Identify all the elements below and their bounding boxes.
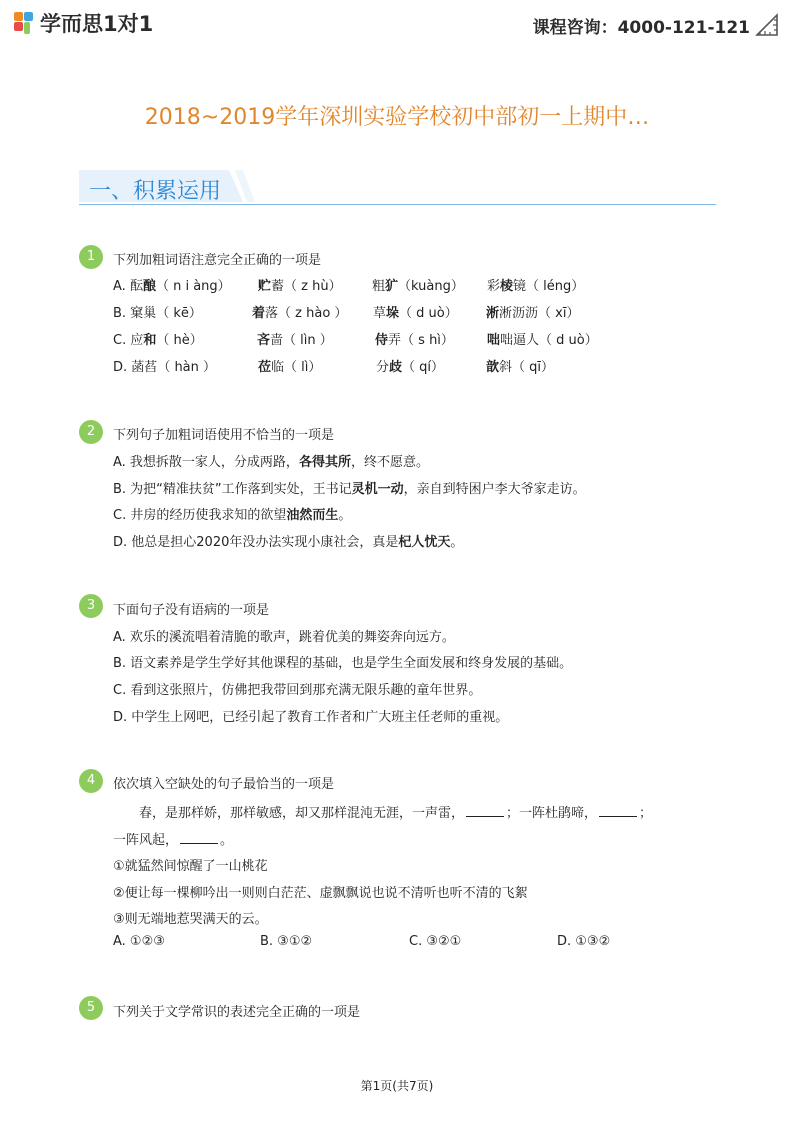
option-c: C. 看到这张照片，仿佛把我带回到那充满无限乐趣的童年世界。 bbox=[113, 683, 482, 698]
question-text: 依次填入空缺处的句子最恰当的一项是 bbox=[113, 777, 335, 792]
option-a: A. ①②③ bbox=[113, 934, 165, 949]
question-number-badge: 2 bbox=[79, 420, 103, 444]
option-d: D. 中学生上网吧，已经引起了教育工作者和广大班主任老师的重视。 bbox=[113, 710, 509, 725]
option-b-word-2: 着落（ z hào ） bbox=[252, 306, 348, 321]
logo-mark-icon bbox=[14, 12, 34, 34]
question-text: 下列句子加粗词语使用不恰当的一项是 bbox=[113, 428, 335, 443]
option-c-word-3: 侍弄（ s hì） bbox=[375, 333, 454, 348]
brand-logo bbox=[14, 9, 153, 37]
option-b-word-3: 草垛（ d uò） bbox=[373, 306, 458, 321]
option-d: D. 菡萏（ hàn ） bbox=[113, 360, 217, 375]
option-c: C. 应和（ hè） bbox=[113, 333, 203, 348]
option-d: D. 他总是担心2020年没办法实现小康社会，真是杞人忧天。 bbox=[113, 535, 464, 550]
section-title: 一、积累运用 bbox=[89, 179, 222, 204]
sentence-3: ③则无端地惹哭满天的云。 bbox=[113, 912, 268, 927]
option-b: B. ③①② bbox=[260, 934, 313, 949]
passage-line-1: 春，是那样娇，那样敏感，却又那样混沌无涯，一声雷， ；一阵杜鹃啼， ； bbox=[139, 806, 653, 821]
option-a-word-2: 贮蓄（ z hù） bbox=[258, 279, 342, 294]
option-a: A. 欢乐的溪流唱着清脆的歌声，跳着优美的舞姿奔向远方。 bbox=[113, 630, 455, 645]
ruler-icon bbox=[754, 12, 780, 38]
option-c-word-2: 吝啬（ lìn ） bbox=[257, 333, 333, 348]
option-c: C. ③②① bbox=[409, 934, 462, 949]
sentence-2: ②便让每一棵柳吟出一则则白茫茫、虚飘飘说也说不清听也听不清的飞絮 bbox=[113, 886, 528, 901]
option-d-word-3: 分歧（ qí） bbox=[376, 360, 445, 375]
passage-line-2: 一阵风起， 。 bbox=[113, 833, 234, 848]
answer-blank bbox=[466, 816, 504, 817]
option-c: C. 井房的经历使我求知的欲望油然而生。 bbox=[113, 508, 352, 523]
option-b-word-4: 淅淅沥沥（ xī） bbox=[486, 306, 580, 321]
question-text: 下面句子没有语病的一项是 bbox=[113, 603, 270, 618]
question-number-badge: 3 bbox=[79, 594, 103, 618]
question-text: 下列加粗词语注意完全正确的一项是 bbox=[113, 253, 322, 268]
option-a: A. 我想拆散一家人，分成两路，各得其所，终不愿意。 bbox=[113, 455, 429, 470]
document-title: 2018~2019学年深圳实验学校初中部初一上期中… bbox=[144, 105, 650, 130]
answer-blank bbox=[180, 843, 218, 844]
option-b: B. 语文素养是学生学好其他课程的基础，也是学生全面发展和终身发展的基础。 bbox=[113, 656, 573, 671]
answer-blank bbox=[599, 816, 637, 817]
option-a-word-3: 粗犷（kuàng） bbox=[372, 279, 464, 294]
option-d-word-4: 歆斜（ qī） bbox=[486, 360, 555, 375]
option-d-word-2: 莅临（ lì） bbox=[258, 360, 322, 375]
option-b: B. 为把“精准扶贫”工作落到实处，王书记灵机一动，亲自到特困户李大爷家走访。 bbox=[113, 482, 586, 497]
option-b: B. 窠巢（ kē） bbox=[113, 306, 202, 321]
sentence-1: ①就猛然间惊醒了一山桃花 bbox=[113, 859, 268, 874]
question-number-badge: 4 bbox=[79, 769, 103, 793]
section-heading bbox=[79, 166, 716, 208]
question-text: 下列关于文学常识的表述完全正确的一项是 bbox=[113, 1005, 361, 1020]
hotline-text: 课程咨询：4000-121-121 bbox=[532, 18, 750, 38]
option-a: A. 酝酿（ n i àng） bbox=[113, 279, 231, 294]
page-header bbox=[0, 0, 794, 50]
option-a-word-4: 彩棱镜（ léng） bbox=[487, 279, 585, 294]
logo-text: 学而思1对1 bbox=[40, 12, 154, 36]
page-number: 第1页(共7页) bbox=[360, 1079, 434, 1093]
question-number-badge: 5 bbox=[79, 996, 103, 1020]
option-d: D. ①③② bbox=[557, 934, 611, 949]
option-c-word-4: 咄咄逼人（ d uò） bbox=[487, 333, 598, 348]
question-number-badge: 1 bbox=[79, 245, 103, 269]
